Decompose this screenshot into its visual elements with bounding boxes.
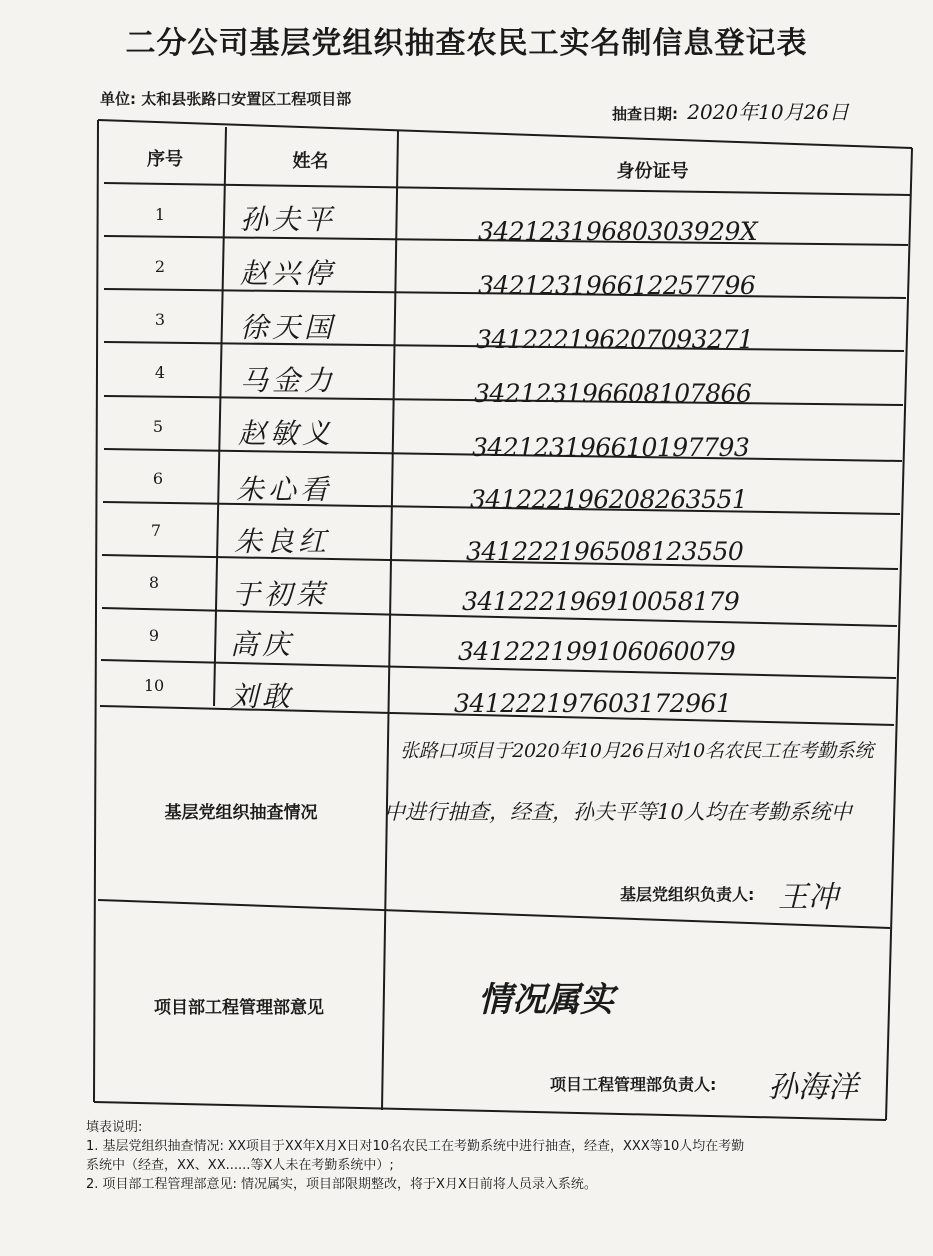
row-4-id: 342123196608107866: [474, 378, 752, 408]
row-6-seq: 6: [152, 468, 164, 488]
opinion-signature: 孙海洋: [768, 1070, 858, 1105]
row-5-name: 赵敏义: [238, 417, 335, 450]
row-6-id: 341222196208263551: [470, 484, 748, 514]
row-7-seq: 7: [150, 520, 162, 540]
form-title: 二分公司基层党组织抽查农民工实名制信息登记表: [125, 26, 808, 61]
row-8-seq: 8: [148, 572, 160, 592]
row-7-id: 341222196508123550: [466, 536, 744, 566]
date-label: 抽查日期:: [612, 105, 678, 123]
opinion-responsible-label: 项目工程管理部负责人:: [550, 1075, 717, 1094]
row-7-name: 朱良红: [234, 525, 331, 558]
row-10-seq: 10: [143, 675, 165, 695]
header-id: 身份证号: [616, 161, 689, 182]
row-4-seq: 4: [154, 362, 166, 382]
unit-value: 太和县张路口安置区工程项目部: [141, 90, 352, 108]
unit-label: 单位:: [100, 90, 136, 108]
row-1-seq: 1: [154, 204, 166, 224]
form-instructions: [86, 1118, 906, 1194]
row-10-id: 341222197603172961: [454, 688, 732, 718]
notes-line-2: 系统中（经查，XX、XX......等X人未在考勤系统中）;: [86, 1158, 394, 1173]
row-1-name: 孙夫平: [240, 203, 337, 236]
header-name: 姓名: [292, 151, 329, 172]
row-2-id: 342123196612257796: [478, 270, 756, 300]
row-2-seq: 2: [154, 256, 166, 276]
row-6-name: 朱心看: [236, 473, 333, 506]
row-5-seq: 5: [152, 416, 164, 436]
row-9-id: 341222199106060079: [458, 636, 736, 666]
notes-line-3: 2. 项目部工程管理部意见: 情况属实，项目部限期整改，将于X月X日前将人员录入系统。: [86, 1177, 597, 1192]
inspection-label: 基层党组织抽查情况: [164, 802, 318, 823]
date-value: 2020年10月26日: [687, 100, 850, 124]
notes-line-1: 1. 基层党组织抽查情况: XX项目于XX年X月X日对10名农民工在考勤系统中进行抽查，经查，XXX等10人均在考勤: [86, 1139, 745, 1154]
row-3-name: 徐天国: [240, 311, 337, 344]
row-10-name: 刘敢: [230, 680, 295, 713]
row-8-id: 341222196910058179: [462, 586, 740, 616]
inspection-text-line1: 张路口项目于2020年10月26日对10名农民工在考勤系统: [400, 740, 874, 762]
row-9-seq: 9: [148, 625, 160, 645]
notes-heading: 填表说明:: [86, 1120, 143, 1135]
row-3-id: 341222196207093271: [476, 324, 754, 354]
row-2-name: 赵兴停: [240, 257, 337, 290]
row-8-name: 于初荣: [232, 578, 329, 611]
header-seq: 序号: [147, 149, 183, 170]
row-9-name: 高庆: [230, 628, 295, 661]
inspection-responsible-label: 基层党组织负责人:: [620, 885, 755, 904]
row-4-name: 马金力: [240, 364, 337, 397]
opinion-text: 情况属实: [478, 980, 614, 1020]
row-5-id: 342123196610197793: [472, 432, 750, 462]
row-1-id: 34212319680303929X: [478, 216, 758, 246]
inspection-text-line2: 中进行抽查，经查，孙夫平等10人均在考勤系统中: [384, 800, 852, 824]
row-3-seq: 3: [154, 309, 166, 329]
opinion-label: 项目部工程管理部意见: [154, 997, 324, 1018]
inspection-signature: 王冲: [778, 880, 838, 915]
